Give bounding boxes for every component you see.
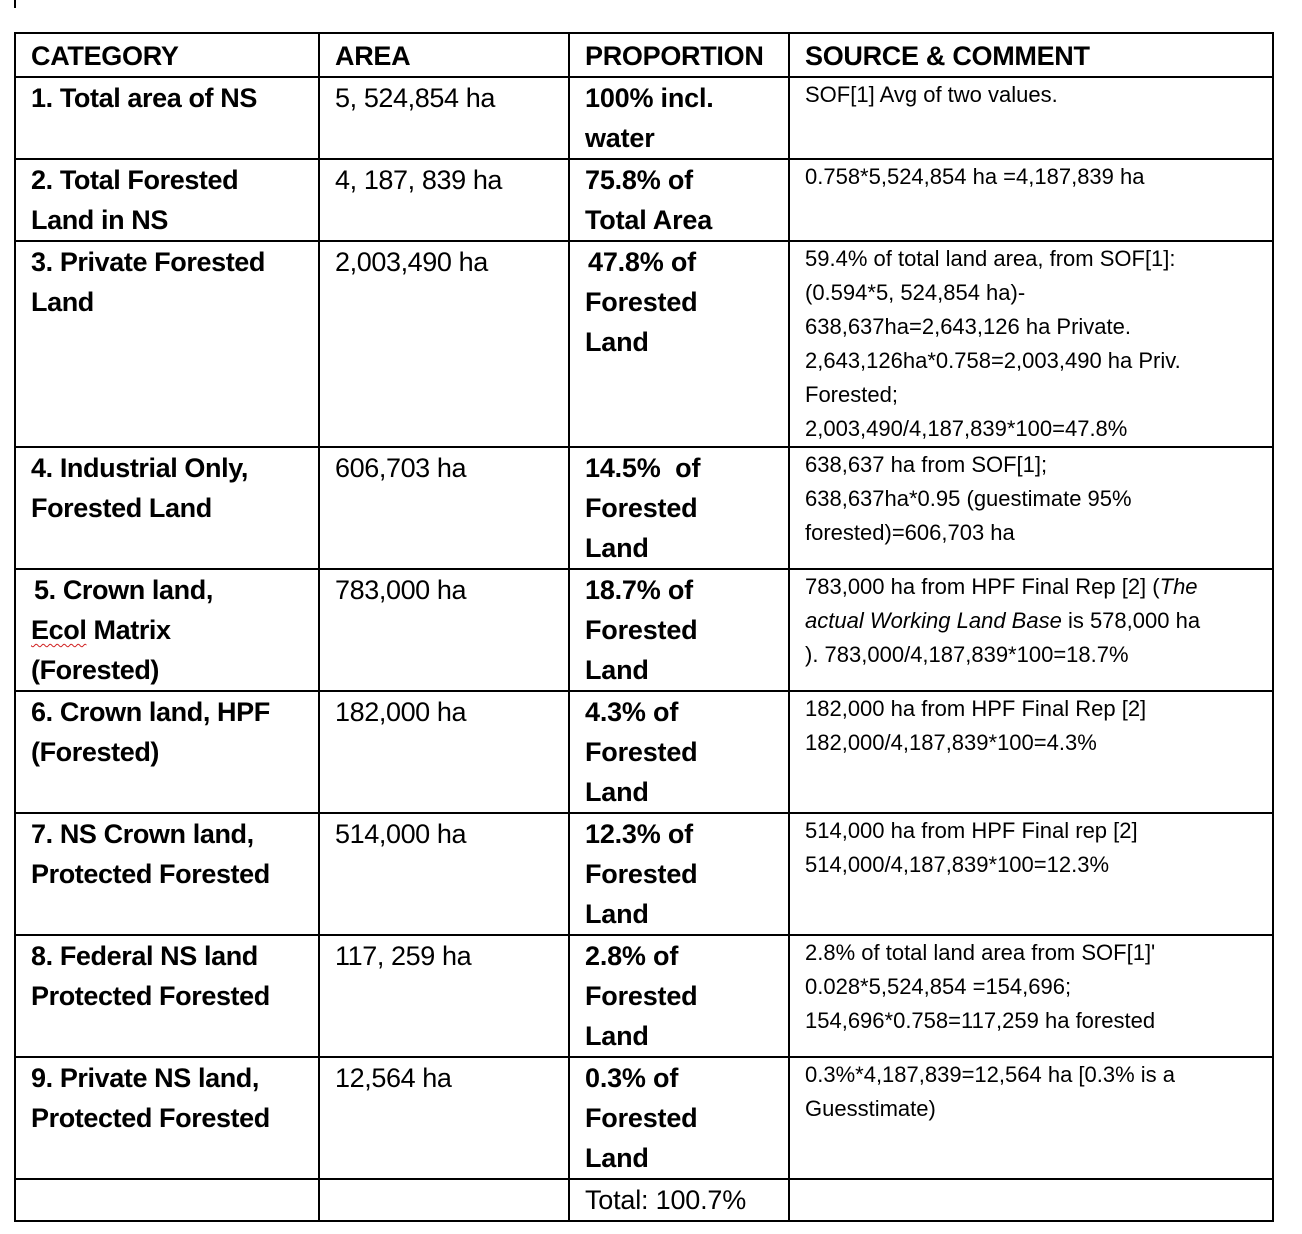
category-text: Protected Forested [31,981,270,1011]
forest-land-table [14,32,1274,1222]
source-cell [789,1057,1273,1179]
header-area: AREA [319,33,569,77]
proportion-cell [569,159,789,241]
table-row [15,159,1273,241]
proportion-text: 47.8% of [588,247,696,277]
proportion-cell [569,77,789,159]
category-cell [15,1057,319,1179]
area-cell: 12,564 ha [319,1057,569,1179]
category-cell [15,77,319,159]
category-text: 3. Private Forested [31,247,266,277]
source-text: 2.8% of total land area from SOF[1]' [805,940,1156,965]
source-text: is 578,000 ha [1061,608,1201,633]
category-text: 8. Federal NS land [31,941,258,971]
source-text: ). 783,000/4,187,839*100=18.7% [805,642,1129,667]
source-text: 2,003,490/4,187,839*100=47.8% [805,416,1128,441]
proportion-text: Forested [585,737,698,767]
proportion-text: Land [585,655,649,685]
proportion-text: 75.8% of [585,165,693,195]
proportion-text: water [585,123,655,153]
proportion-cell [569,241,789,447]
proportion-text: 14.5% of [585,453,701,483]
total-row [15,1179,1273,1221]
category-text: Matrix [93,615,171,645]
proportion-text: Forested [585,1103,698,1133]
source-text: 182,000 ha from HPF Final Rep [2] [805,696,1147,721]
source-italic-text: The [1159,574,1198,599]
header-row [15,33,1273,77]
header-category: CATEGORY [15,33,319,77]
source-cell [789,159,1273,241]
total-category-cell [15,1179,319,1221]
proportion-text: 0.3% of [585,1063,679,1093]
proportion-text: Land [585,533,649,563]
cursor-tick-mark [14,0,16,8]
source-text: 182,000/4,187,839*100=4.3% [805,730,1097,755]
proportion-text: 18.7% of [585,575,693,605]
proportion-text: Land [585,1021,649,1051]
proportion-text: Forested [585,981,698,1011]
source-cell [789,691,1273,813]
source-text: Guesstimate) [805,1096,936,1121]
area-cell: 5, 524,854 ha [319,77,569,159]
category-text: 1. Total area of NS [31,83,257,113]
category-text: (Forested) [31,655,160,685]
source-text: 0.3%*4,187,839=12,564 ha [0.3% is a [805,1062,1176,1087]
source-text: 638,637 ha from SOF[1]; [805,452,1048,477]
category-text: Protected Forested [31,1103,270,1133]
source-text: 638,637ha*0.95 (guestimate 95% [805,486,1132,511]
category-text: 4. Industrial Only, [31,453,248,483]
category-text [31,610,318,650]
proportion-text: 2.8% of [585,941,679,971]
source-text: 783,000 ha from HPF Final Rep [2] ( [805,574,1160,599]
source-cell [789,241,1273,447]
source-text: 0.028*5,524,854 =154,696; [805,974,1072,999]
table-row [15,935,1273,1057]
category-text: Protected Forested [31,859,270,889]
category-cell [15,935,319,1057]
category-text: Land [31,287,94,317]
source-text [805,604,1272,638]
proportion-cell [569,447,789,569]
area-cell: 4, 187, 839 ha [319,159,569,241]
proportion-cell [569,1057,789,1179]
category-cell [15,241,319,447]
total-area-cell [319,1179,569,1221]
area-cell: 606,703 ha [319,447,569,569]
spellcheck-flagged-word[interactable]: Ecol [31,615,87,645]
proportion-text: Forested [585,615,698,645]
table-row [15,1057,1273,1179]
category-cell [15,813,319,935]
category-text: (Forested) [31,737,160,767]
source-cell [789,447,1273,569]
source-cell [789,569,1273,691]
source-text: (0.594*5, 524,854 ha)- [805,280,1026,305]
table-row [15,569,1273,691]
category-text: 5. Crown land, [34,575,213,605]
category-cell [15,691,319,813]
source-cell [789,813,1273,935]
category-cell [15,569,319,691]
source-text [805,570,1272,604]
category-text: Land in NS [31,205,168,235]
category-text: 2. Total Forested [31,165,239,195]
proportion-cell [569,691,789,813]
category-text: 9. Private NS land, [31,1063,259,1093]
category-text: 7. NS Crown land, [31,819,254,849]
table-row [15,77,1273,159]
source-text: 514,000 ha from HPF Final rep [2] [805,818,1138,843]
proportion-text: Forested [585,493,698,523]
table-row [15,447,1273,569]
proportion-cell [569,813,789,935]
proportion-text: 12.3% of [585,819,693,849]
total-source-cell [789,1179,1273,1221]
proportion-text: Land [585,327,649,357]
category-text: Forested Land [31,493,212,523]
source-italic-text: actual Working Land Base [805,608,1062,633]
proportion-text: Forested [585,287,698,317]
proportion-text: Forested [585,859,698,889]
source-cell [789,77,1273,159]
source-text: 0.758*5,524,854 ha =4,187,839 ha [805,164,1145,189]
header-source-comment: SOURCE & COMMENT [789,33,1273,77]
proportion-cell [569,935,789,1057]
proportion-text: 4.3% of [585,697,679,727]
category-cell [15,447,319,569]
header-proportion: PROPORTION [569,33,789,77]
area-cell: 117, 259 ha [319,935,569,1057]
table-row [15,241,1273,447]
source-cell [789,935,1273,1057]
category-cell [15,159,319,241]
source-text: SOF[1] Avg of two values. [805,82,1058,107]
area-cell: 514,000 ha [319,813,569,935]
table-row [15,813,1273,935]
source-text: 154,696*0.758=117,259 ha forested [805,1008,1156,1033]
proportion-text: 100% incl. [585,83,714,113]
area-cell: 2,003,490 ha [319,241,569,447]
proportion-cell [569,569,789,691]
category-text: 6. Crown land, HPF [31,697,270,727]
proportion-text: Total Area [585,205,713,235]
source-text: 59.4% of total land area, from SOF[1]: [805,246,1176,271]
source-text: 2,643,126ha*0.758=2,003,490 ha Priv. [805,348,1181,373]
table-row [15,691,1273,813]
area-cell: 182,000 ha [319,691,569,813]
source-text: 638,637ha=2,643,126 ha Private. [805,314,1131,339]
source-text: forested)=606,703 ha [805,520,1015,545]
proportion-text: Land [585,1143,649,1173]
proportion-text: Land [585,899,649,929]
proportion-text: Land [585,777,649,807]
source-text: Forested; [805,382,898,407]
source-text: 514,000/4,187,839*100=12.3% [805,852,1110,877]
area-cell: 783,000 ha [319,569,569,691]
total-proportion-cell: Total: 100.7% [569,1179,789,1221]
